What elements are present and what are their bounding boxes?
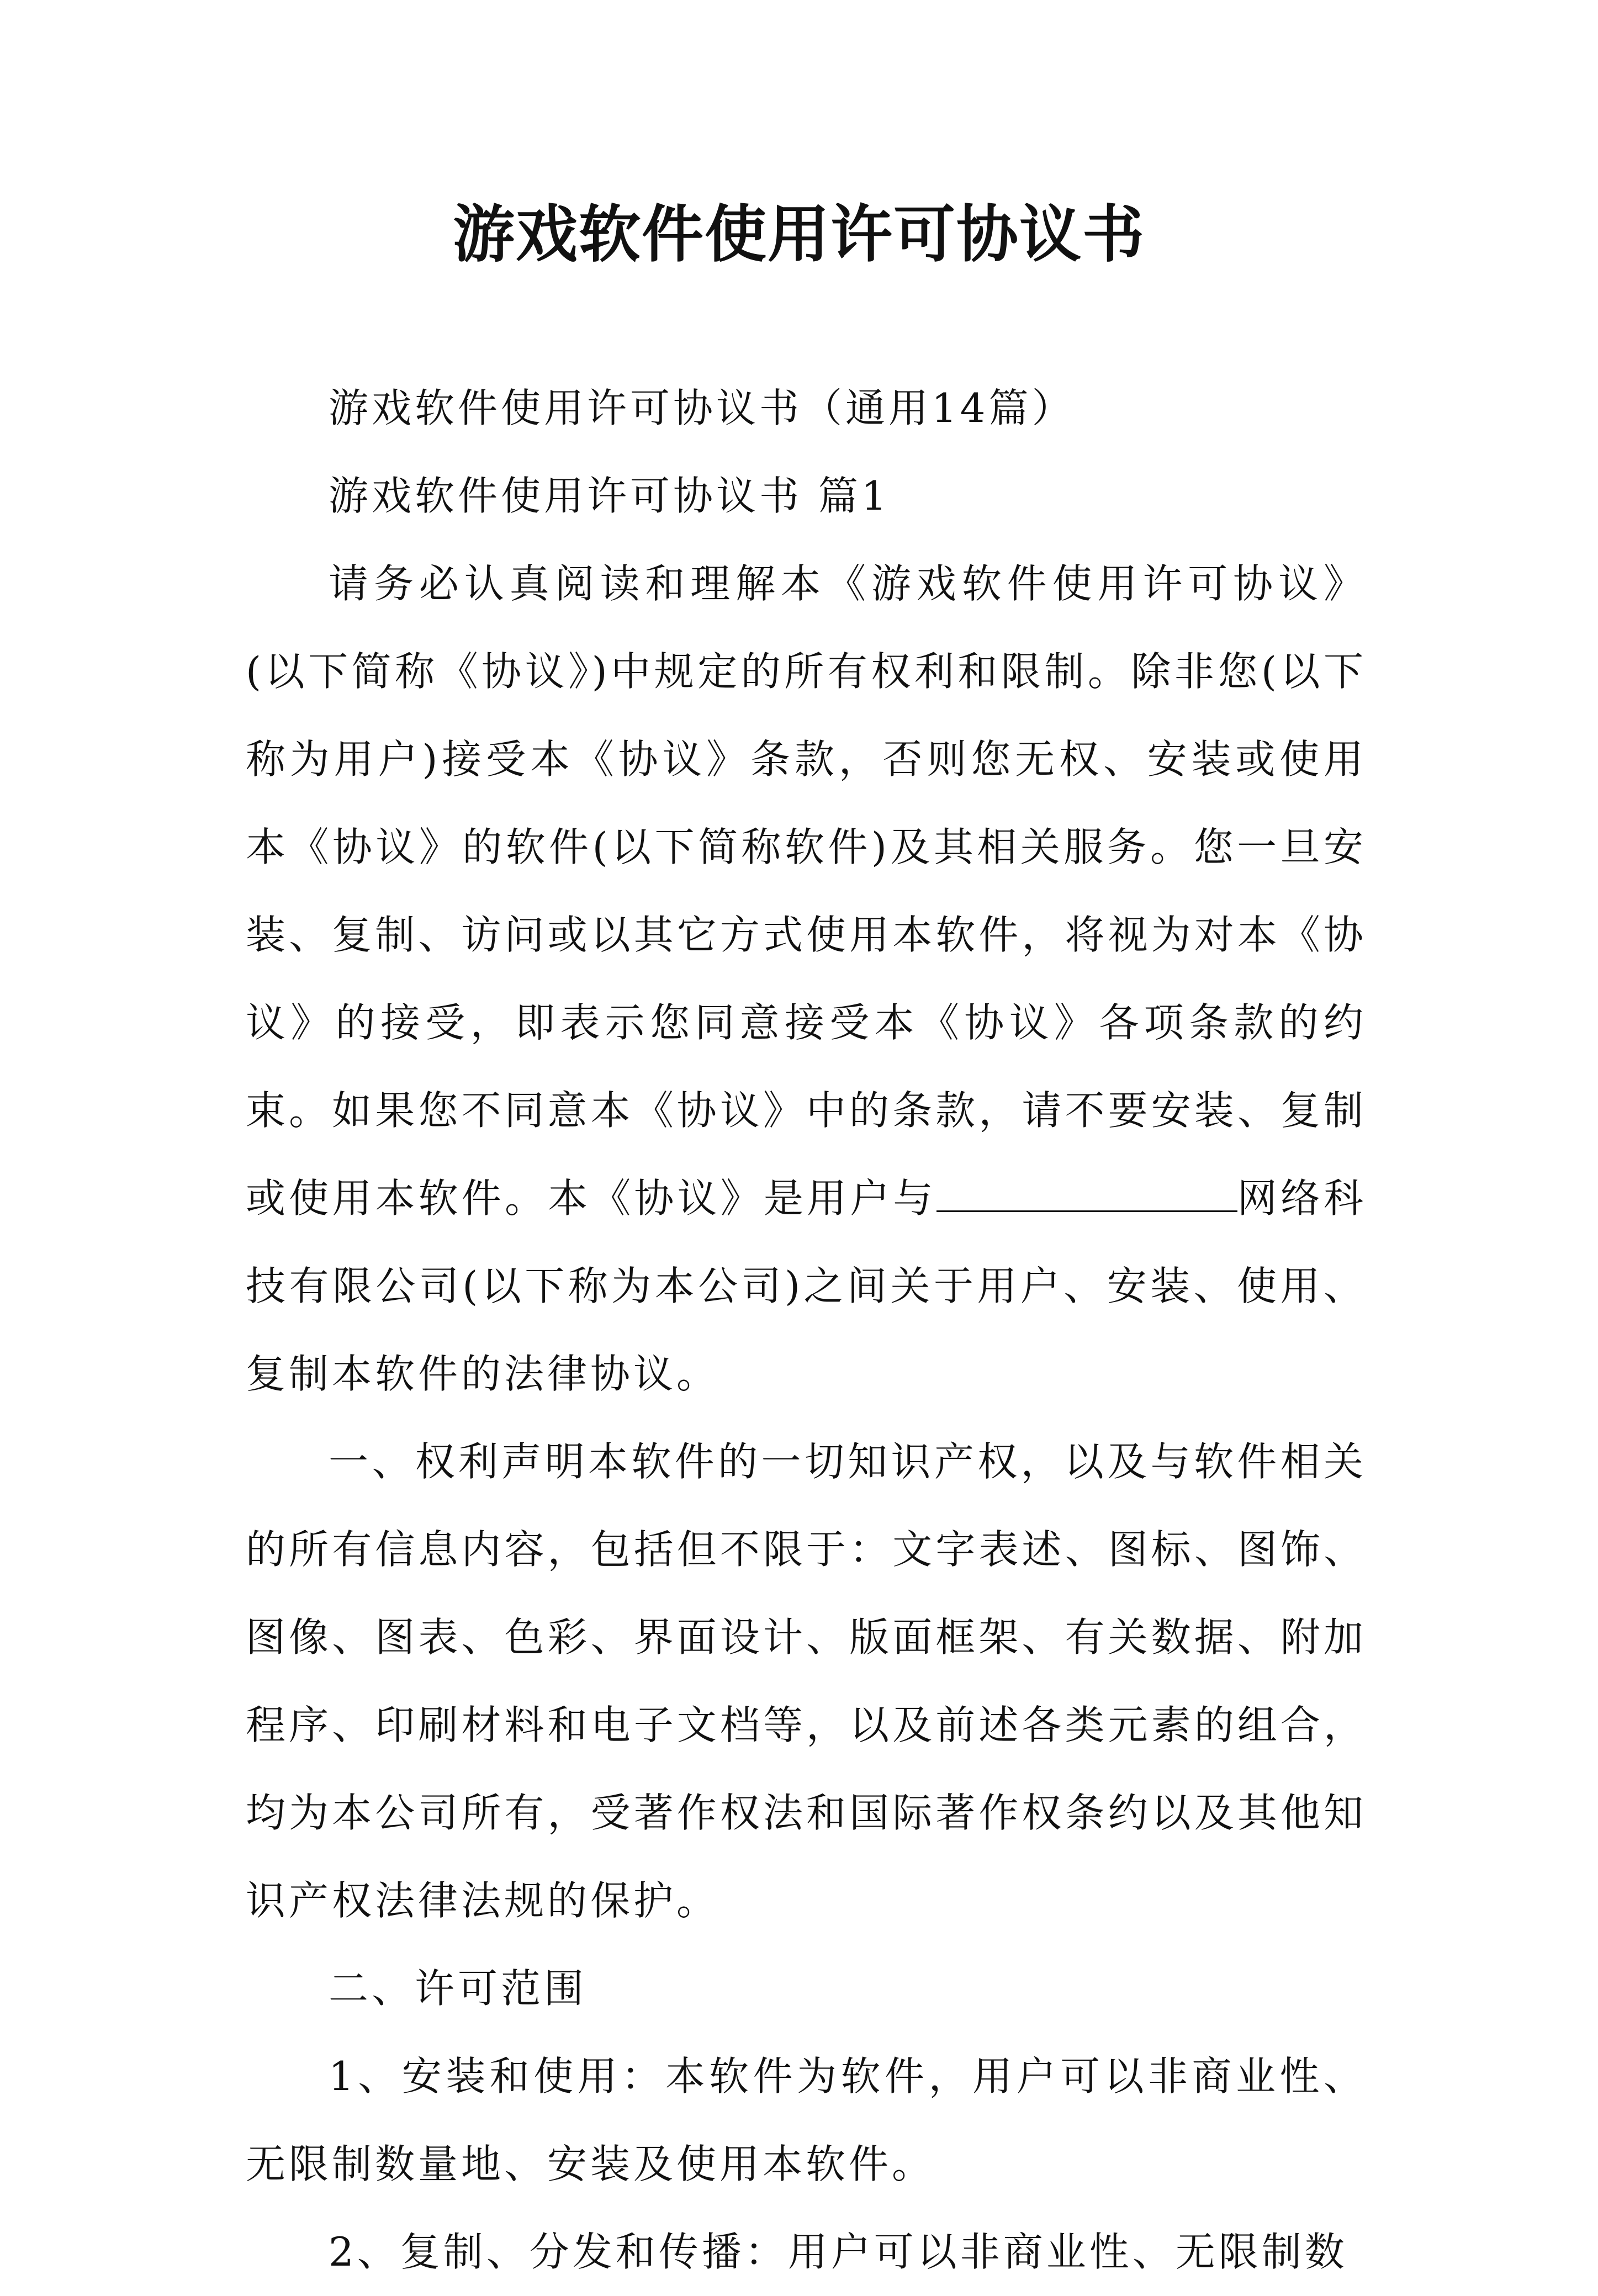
scope-heading: 二、许可范围 [329, 1965, 588, 2012]
document-title: 游戏软件使用许可协议书 [453, 198, 1145, 271]
intro-paragraph [246, 540, 1367, 1418]
section-heading: 游戏软件使用许可协议书 篇1 [329, 473, 890, 519]
document-body [246, 364, 1367, 2296]
rights-paragraph: 一、权利声明本软件的一切知识产权，以及与软件相关的所有信息内容，包括但不限于：文字表述、图标、图饰、图像、图表、色彩、界面设计、版面框架、有关数据、附加程序、印刷材料和电子文档等，以及前述各类元素的组合，均为本公司所有，受著作权法和国际著作权条约以及其他知识产权法律法规的保护。 [246, 1438, 1367, 1924]
intro-paragraph-part2: 网络科技有限公司(以下称为本公司)之间关于用户、安装、使用、复制本软件的法律协议。 [246, 1175, 1367, 1397]
company-name-blank [936, 1177, 1237, 1212]
intro-paragraph-part1: 请务必认真阅读和理解本《游戏软件使用许可协议》(以下简称《协议》)中规定的所有权利和限制。除非您(以下称为用户)接受本《协议》条款，否则您无权、安装或使用本《协议》的软件(以下简称软件)及其相关服务。您一旦安装、复制、访问或以其它方式使用本软件，将视为对本《协议》的接受，即表示您同意接受本《协议》各项条款的约束。如果您不同意本《协议》中的条款，请不要安装、复制或使用本软件。本《协议》是用户与 [246, 560, 1367, 1221]
scope-item-1: 1、安装和使用：本软件为软件，用户可以非商业性、无限制数量地、安装及使用本软件。 [246, 2053, 1367, 2187]
scope-item-2: 2、复制、分发和传播：用户可以非商业性、无限制数 [329, 2229, 1348, 2275]
document-subtitle: 游戏软件使用许可协议书（通用14篇） [329, 385, 1075, 431]
